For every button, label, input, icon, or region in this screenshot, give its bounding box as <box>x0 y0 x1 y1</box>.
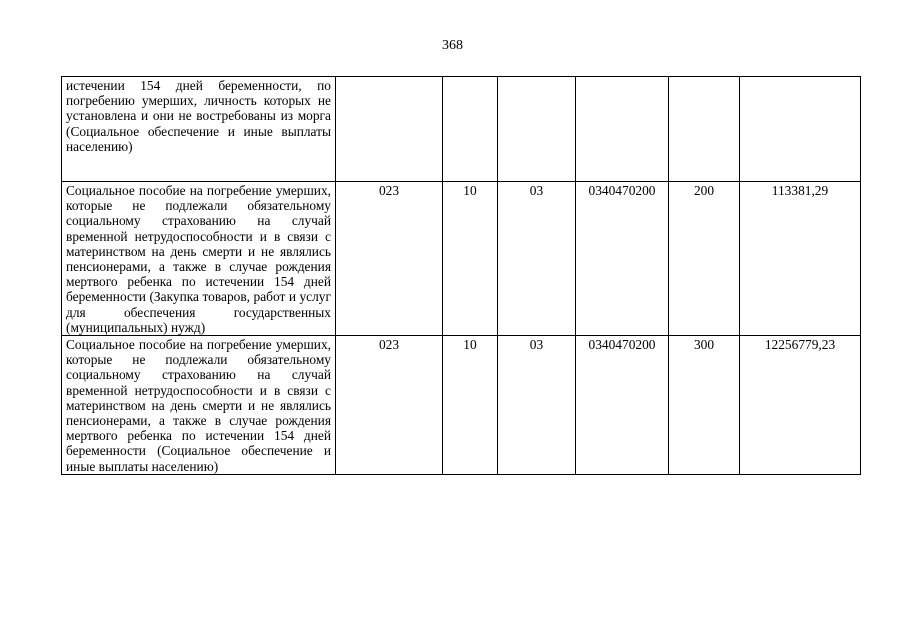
ved-code-cell: 023 <box>336 182 443 336</box>
target-article-code-cell <box>576 77 669 182</box>
subsection-code-cell: 03 <box>498 182 576 336</box>
section-code-cell: 10 <box>443 182 498 336</box>
budget-table <box>61 76 861 475</box>
ved-code-cell: 023 <box>336 336 443 475</box>
row-description: Социальное пособие на погребение умерших, которые не подлежали обязательному социальному страхованию на случай временной нетрудоспособности и в связи с материнством на день смерти и не являлись пенсионерами, а также в случае рождения мертвого ребенка по истечении 154 дней беременности (Закупка товаров, работ и услуг для обеспечения государственных (муниципальных) нужд) <box>62 182 336 336</box>
expense-type-code-cell: 300 <box>669 336 740 475</box>
ved-code-cell <box>336 77 443 182</box>
section-code-cell: 10 <box>443 336 498 475</box>
target-article-code-cell: 0340470200 <box>576 182 669 336</box>
table-row <box>62 336 861 475</box>
expense-type-code-cell: 200 <box>669 182 740 336</box>
row-description: Социальное пособие на погребение умерших, которые не подлежали обязательному социальному страхованию на случай временной нетрудоспособности и в связи с материнством на день смерти и не являлись пенсионерами, а также в случае рождения мертвого ребенка по истечении 154 дней беременности (Социальное обеспечение и иные выплаты населению) <box>62 336 336 475</box>
section-code-cell <box>443 77 498 182</box>
subsection-code-cell: 03 <box>498 336 576 475</box>
amount-cell: 12256779,23 <box>740 336 861 475</box>
amount-cell: 113381,29 <box>740 182 861 336</box>
target-article-code-cell: 0340470200 <box>576 336 669 475</box>
table-row <box>62 77 861 182</box>
subsection-code-cell <box>498 77 576 182</box>
table-row <box>62 182 861 336</box>
amount-cell <box>740 77 861 182</box>
expense-type-code-cell <box>669 77 740 182</box>
page-number: 368 <box>442 38 463 53</box>
row-description: истечении 154 дней беременности, по погребению умерших, личность которых не установлена и они не востребованы из морга (Социальное обеспечение и иные выплаты населению) <box>62 77 336 182</box>
